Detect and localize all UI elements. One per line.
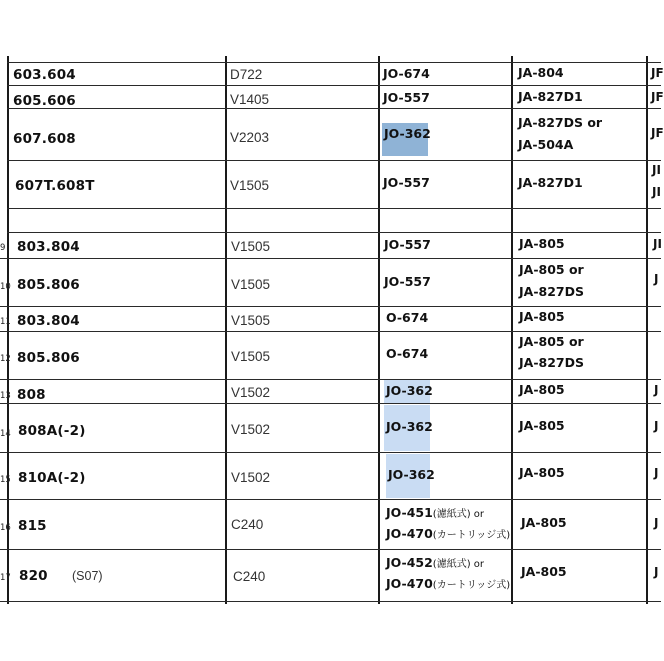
oil-filter-cell: O-674: [386, 346, 429, 361]
row-divider: [0, 331, 661, 332]
model-cell: 810A(-2): [18, 470, 86, 486]
row-number: 10: [0, 282, 11, 292]
oil-filter-cell: JO-470(カートリッジ式): [386, 576, 511, 591]
fuel-filter-cell: JA-827D1: [518, 89, 583, 104]
column-divider: [511, 56, 513, 604]
row-number: 13: [0, 391, 11, 401]
engine-cell: V2203: [230, 130, 270, 145]
fuel-filter-cell: JA-805: [521, 564, 567, 579]
fuel-filter-cell: JA-827DS: [519, 355, 584, 370]
fuel-filter-cell: JA-805: [519, 465, 565, 480]
engine-cell: V1505: [231, 239, 271, 254]
engine-cell: D722: [230, 67, 263, 82]
row-divider: [0, 403, 661, 404]
row-divider: [7, 108, 661, 109]
oil-filter-cell: JO-557: [384, 237, 431, 252]
fuel-filter-cell: JA-805: [519, 382, 565, 397]
row-number: 17: [0, 573, 11, 583]
edge-cell: J: [654, 466, 659, 480]
engine-cell: V1505: [231, 349, 271, 364]
row-number: 9: [0, 243, 6, 253]
oil-filter-cell: JO-557: [384, 274, 431, 289]
row-divider: [0, 306, 661, 307]
edge-cell: JF: [651, 126, 664, 140]
fuel-filter-cell: JA-827DS: [519, 284, 584, 299]
engine-cell: V1505: [231, 313, 271, 328]
oil-filter-cell: JO-362: [386, 383, 433, 398]
edge-cell: JI: [652, 185, 661, 199]
engine-cell: V1502: [231, 470, 271, 485]
model-cell: 808A(-2): [18, 423, 86, 439]
engine-cell: V1505: [231, 277, 271, 292]
fuel-filter-cell: JA-805: [519, 236, 565, 251]
edge-cell: JI: [653, 237, 662, 251]
fuel-filter-cell: JA-827D1: [518, 175, 583, 190]
edge-cell: J: [654, 383, 659, 397]
oil-filter-cell: JO-674: [383, 66, 430, 81]
model-cell: 820: [19, 568, 48, 584]
column-divider: [646, 56, 648, 604]
row-divider: [0, 499, 661, 500]
fuel-filter-cell: JA-805: [521, 515, 567, 530]
edge-cell: J: [654, 565, 659, 579]
fuel-filter-cell: JA-805 or: [519, 334, 584, 349]
engine-cell: V1502: [231, 385, 271, 400]
fuel-filter-cell: JA-805: [519, 309, 565, 324]
fuel-filter-cell: JA-805: [519, 418, 565, 433]
row-divider: [7, 208, 661, 209]
oil-filter-cell: O-674: [386, 310, 429, 325]
row-divider: [7, 232, 661, 233]
fuel-filter-cell: JA-804: [518, 65, 564, 80]
model-cell: 808: [17, 387, 46, 403]
engine-cell: C240: [233, 569, 266, 584]
row-number: 12: [0, 354, 11, 364]
oil-filter-cell: JO-362: [388, 467, 435, 482]
model-cell: 803.804: [17, 313, 80, 329]
edge-cell: JF: [651, 90, 664, 104]
oil-filter-cell: JO-451(濾紙式) or: [386, 505, 485, 520]
model-cell: 605.606: [13, 93, 76, 109]
model-sub-cell: (S07): [72, 569, 103, 583]
row-divider: [7, 160, 661, 161]
edge-cell: J: [654, 516, 659, 530]
row-divider: [0, 258, 661, 259]
edge-cell: JF: [651, 66, 664, 80]
oil-filter-cell: JO-470(カートリッジ式): [386, 526, 511, 541]
fuel-filter-cell: JA-805 or: [519, 262, 584, 277]
row-number: 11: [0, 317, 11, 327]
oil-filter-cell: JO-557: [383, 175, 430, 190]
column-divider: [7, 56, 9, 604]
engine-cell: C240: [231, 517, 264, 532]
fuel-filter-cell: JA-504A: [518, 137, 574, 152]
row-number: 15: [0, 475, 11, 485]
row-divider: [0, 452, 661, 453]
row-divider: [0, 601, 661, 602]
oil-filter-cell: JO-557: [383, 90, 430, 105]
row-divider: [0, 549, 661, 550]
row-divider: [7, 62, 661, 63]
engine-cell: V1505: [230, 178, 270, 193]
fuel-filter-cell: JA-827DS or: [518, 115, 603, 130]
row-divider: [7, 85, 661, 86]
oil-filter-cell: JO-362: [384, 126, 431, 141]
edge-cell: J: [654, 272, 659, 286]
oil-filter-cell: JO-452(濾紙式) or: [386, 555, 485, 570]
row-divider: [0, 379, 661, 380]
model-cell: 603.604: [13, 67, 76, 83]
model-cell: 815: [18, 518, 47, 534]
oil-filter-cell: JO-362: [386, 419, 433, 434]
row-number: 16: [0, 523, 11, 533]
engine-cell: V1502: [231, 422, 271, 437]
model-cell: 805.806: [17, 277, 80, 293]
model-cell: 607.608: [13, 131, 76, 147]
edge-cell: J: [654, 419, 659, 433]
engine-cell: V1405: [230, 92, 270, 107]
edge-cell: JI: [652, 163, 661, 177]
model-cell: 803.804: [17, 239, 80, 255]
row-number: 14: [0, 429, 11, 439]
model-cell: 607T.608T: [15, 178, 95, 194]
column-divider: [378, 56, 380, 604]
column-divider: [225, 56, 227, 604]
model-cell: 805.806: [17, 350, 80, 366]
